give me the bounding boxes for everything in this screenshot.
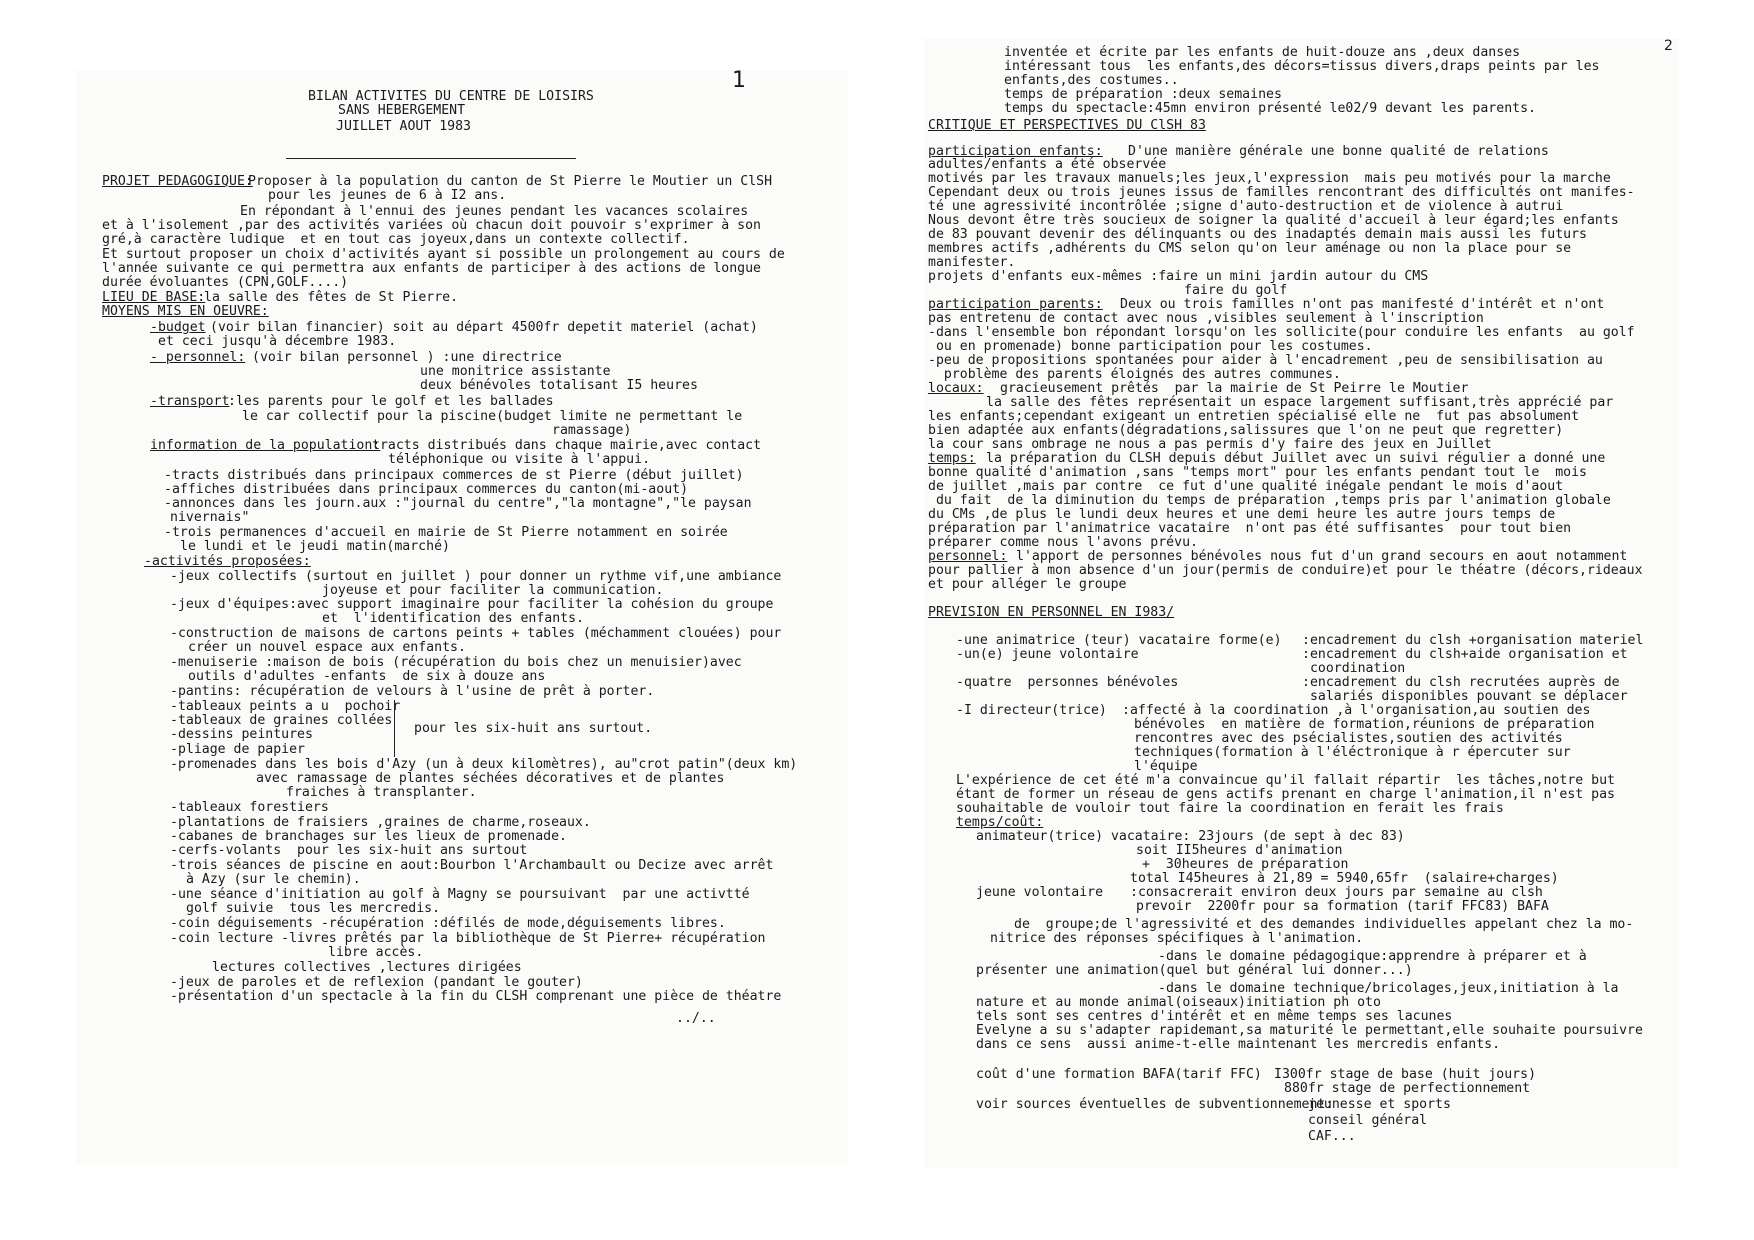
text-line: tels sont ses centres d'intérêt et en même temps ses lacunes: [976, 1009, 1453, 1024]
text-line: -promenades dans les bois d'Azy (un à deux kilomètres), au"crot patin"(deux km): [170, 757, 798, 772]
text-line: à Azy (sur le chemin).: [186, 872, 361, 887]
text-line: les enfants;cependant exigeant un entretien spécialisé elle ne fut pas absolument: [928, 409, 1580, 424]
text-line: I300fr stage de base (huit jours): [1274, 1067, 1537, 1082]
prevision-right: :encadrement du clsh recrutées auprès de: [1302, 675, 1620, 690]
text-line: l'apport de personnes bénévoles nous fut d'un grand secours en aout notamment: [1016, 549, 1628, 564]
participation-parents-label: participation parents:: [928, 297, 1103, 312]
text-line: du fait de la diminution du temps de préparation ,temps pris par l'animation globale: [928, 493, 1611, 508]
text-line: la préparation du CLSH depuis début Juillet avec un suivi régulier a donné une: [986, 451, 1606, 466]
text-line: En répondant à l'ennui des jeunes pendant les vacances scolaires: [240, 204, 749, 219]
bafa-cost-label: coût d'une formation BAFA(tarif FFC): [976, 1067, 1262, 1082]
text-line: :consacrerait environ deux jours par semaine au clsh: [1130, 885, 1543, 900]
text-line: total I45heures à 21,89 = 5940,65fr (salaire+charges): [1130, 871, 1559, 886]
cout-label: temps/coût:: [956, 815, 1044, 830]
jeune-volontaire-label: jeune volontaire: [976, 885, 1104, 900]
info-label: information de la population:: [150, 438, 381, 453]
text-line: nivernais": [170, 510, 250, 525]
text-line: lectures collectives ,lectures dirigées: [212, 960, 522, 975]
page-subtitle: SANS HEBERGEMENT: [338, 103, 466, 118]
temps-label: temps:: [928, 451, 976, 466]
prevision-left: -une animatrice (teur) vacataire forme(e): [956, 633, 1282, 648]
text-line: problème des parents éloignés des autres communes.: [928, 367, 1341, 382]
list-item: -dessins peintures: [170, 727, 313, 742]
text-line: Proposer à la population du canton de St Pierre le Moutier un ClSH: [248, 174, 773, 189]
projet-heading: PROJET PEDAGOGIQUE:: [102, 174, 253, 189]
text-line: bonne qualité d'animation ,sans "temps mort" pour les enfants pendant tout le mois: [928, 465, 1587, 480]
activites-label: -activités proposées:: [144, 554, 311, 569]
text-line: bénévoles en matière de formation,réunions de préparation: [1134, 717, 1595, 732]
text-line: de groupe;de l'agressivité et des demandes individuelles appelant chez la mo-: [1014, 917, 1634, 932]
document-page-1: [76, 70, 848, 1165]
text-line: -jeux d'équipes:avec support imaginaire pour faciliter la cohésion du groupe: [170, 597, 774, 612]
text-line: téléphonique ou visite à l'appui.: [388, 452, 651, 467]
text-line: inventée et écrite par les enfants de huit-douze ans ,deux danses: [1004, 45, 1521, 60]
text-line: -construction de maisons de cartons peints + tables (méchamment clouées) pour: [170, 626, 782, 641]
text-line: CAF...: [1308, 1129, 1356, 1144]
text-line: deux bénévoles totalisant I5 heures: [420, 378, 698, 393]
prevision-heading: PREVISION EN PERSONNEL EN I983/: [928, 605, 1175, 620]
text-line: nature et au monde animal(oiseaux)initiation ph oto: [976, 995, 1381, 1010]
text-line: ou en promenade) bonne participation pour les costumes.: [928, 339, 1373, 354]
text-line: temps du spectacle:45mn environ présenté le02/9 devant les parents.: [1004, 101, 1536, 116]
page-number: 2: [1664, 38, 1673, 54]
prevision-left: -quatre personnes bénévoles: [956, 675, 1179, 690]
text-line: intéressant tous les enfants,des décors=tissus divers,draps peints par les: [1004, 59, 1600, 74]
text-line: -dans l'ensemble bon répondant lorsqu'on les sollicite(pour conduire les enfants au golf: [928, 325, 1635, 340]
text-line: (voir bilan financier) soit au départ 4500fr depetit materiel (achat): [210, 320, 758, 335]
critique-heading: CRITIQUE ET PERSPECTIVES DU ClSH 83: [928, 118, 1206, 133]
text-line: dans ce sens aussi anime-t-elle maintenant les mercredis enfants.: [976, 1037, 1501, 1052]
text-line: -plantations de fraisiers ,graines de charme,roseaux.: [170, 815, 591, 830]
text-line: nitrice des réponses spécifiques à l'animation.: [990, 931, 1364, 946]
text-line: -dans le domaine technique/bricolages,jeux,initiation à la: [1158, 981, 1619, 996]
text-line: la salle des fêtes de St Pierre.: [204, 290, 459, 305]
text-line: techniques(formation à l'éléctronique à r épercuter sur: [1134, 745, 1571, 760]
text-line: :affecté à la coordination ,à l'organisation,au soutien des: [1122, 703, 1591, 718]
text-line: Et surtout proposer un choix d'activités ayant si possible un prolongement au cours de: [102, 247, 785, 262]
text-line: -jeux collectifs (surtout en juillet ) pour donner un rythme vif,une ambiance: [170, 569, 782, 584]
text-line: adultes/enfants a été observée: [928, 157, 1167, 172]
text-line: motivés par les travaux manuels;les jeux,l'expression mais peu motivés pour la marche: [928, 171, 1611, 186]
text-line: Nous devont être très soucieux de soigner la qualité d'accueil à leur égard;les enfants: [928, 213, 1619, 228]
bracket-divider: [394, 700, 395, 757]
text-line: tracts distribués dans chaque mairie,avec contact: [372, 438, 762, 453]
text-line: 880fr stage de perfectionnement: [1284, 1081, 1531, 1096]
text-line: -tableaux forestiers: [170, 800, 329, 815]
text-line: -jeux de paroles et de reflexion (pandant le gouter): [170, 975, 583, 990]
text-line: temps de préparation :deux semaines: [1004, 87, 1282, 102]
text-line: -une séance d'initiation au golf à Magny se poursuivant par une activtté: [170, 887, 750, 902]
text-line: pas entretenu de contact avec nous ,visibles seulement à l'inscription: [928, 311, 1484, 326]
text-line: souhaitable de vouloir tout faire la coordination en ferait les frais: [956, 801, 1504, 816]
moyens-heading: MOYENS MIS EN OEUVRE:: [102, 304, 269, 319]
participation-enfants-label: participation enfants:: [928, 144, 1103, 159]
text-line: et l'identification des enfants.: [322, 611, 585, 626]
text-line: pour pallier à mon absence d'un jour(permis de conduire)et pour le théatre (décors,rideaux: [928, 563, 1643, 578]
text-line: soit II5heures d'animation: [1136, 843, 1343, 858]
text-line: -pantins: récupération de velours à l'usine de prêt à porter.: [170, 684, 655, 699]
text-line: -coin déguisements -récupération :défilés de mode,déguisements libres.: [170, 916, 726, 931]
text-line: jeunesse et sports: [1308, 1097, 1451, 1112]
text-line: l'année suivante ce qui permettra aux enfants de participer à des actions de longue: [102, 261, 761, 276]
text-line: l'équipe: [1134, 759, 1198, 774]
continued-marker: ../..: [676, 1011, 716, 1026]
text-line: du CMs ,de plus le lundi deux heures et une demi heure les autre jours temps de: [928, 507, 1556, 522]
text-line: -trois séances de piscine en aout:Bourbon l'Archambault ou Decize avec arrêt: [170, 858, 774, 873]
text-line: outils d'adultes -enfants de six à douze ans: [188, 669, 546, 684]
locaux-label: locaux:: [928, 381, 984, 396]
text-line: durée évoluantes (CPN,GOLF....): [102, 275, 349, 290]
budget-label: -budget: [150, 320, 206, 335]
prevision-right: :encadrement du clsh +organisation materiel: [1302, 633, 1644, 648]
text-line: le car collectif pour la piscine(budget limite ne permettant le: [242, 409, 743, 424]
text-line: L'expérience de cet été m'a convaincue qu'il fallait répartir les tâches,notre but: [956, 773, 1615, 788]
text-line: -cabanes de branchages sur les lieux de promenade.: [170, 829, 567, 844]
text-line: projets d'enfants eux-mêmes :faire un mini jardin autour du CMS: [928, 269, 1429, 284]
text-line: la salle des fêtes représentait un espace largement suffisant,très apprécié par: [986, 395, 1614, 410]
transport-label: -transport: [150, 394, 230, 409]
personnel-critique-label: personnel:: [928, 549, 1008, 564]
text-line: té une agressivité incontrôlée ;signe d'auto-destruction et de violence à autrui: [928, 199, 1564, 214]
prevision-right: :encadrement du clsh+aide organisation et: [1302, 647, 1628, 662]
text-line: et ceci jusqu'à décembre 1983.: [158, 334, 397, 349]
text-line: la cour sans ombrage ne nous a pas permis d'y faire des jeux en Juillet: [928, 437, 1492, 452]
text-line: et à l'isolement ,par des activités variées où chacun doit pouvoir s'exprimer à son: [102, 218, 761, 233]
text-line: -trois permanences d'accueil en mairie de St Pierre notamment en soirée: [164, 525, 728, 540]
text-line: -affiches distribuées dans principaux commerces du canton(mi-aout): [164, 482, 689, 497]
text-line: manifester.: [928, 255, 1016, 270]
text-line: rencontres avec des psécialistes,soutien des activités: [1134, 731, 1563, 746]
prevision-right: coordination: [1302, 661, 1406, 676]
document-page-2: [924, 38, 1678, 1168]
text-line: préparer comme nous l'avons prévu.: [928, 535, 1198, 550]
text-line: créer un nouvel espace aux enfants.: [188, 640, 466, 655]
text-line: fraiches à transplanter.: [286, 785, 477, 800]
text-line: enfants,des costumes..: [1004, 73, 1179, 88]
text-line: animateur(trice) vacataire: 23jours (de sept à dec 83): [976, 829, 1405, 844]
text-line: étant de former un réseau de gens actifs prenant en charge l'animation,il n'est pas: [956, 787, 1615, 802]
text-line: -peu de propositions spontanées pour aider à l'encadrement ,peu de sensibilisation au: [928, 353, 1603, 368]
page-title: BILAN ACTIVITES DU CENTRE DE LOISIRS: [308, 89, 594, 104]
list-item: -tableaux de graines collées: [170, 713, 393, 728]
text-line: et pour alléger le groupe: [928, 577, 1127, 592]
page-number: 1: [732, 70, 746, 93]
text-line: de 83 pouvant devenir des délinquants ou des inadaptés demain mais aussi les futurs: [928, 227, 1587, 242]
list-item: -tableaux peints a u pochoir: [170, 699, 401, 714]
text-line: membres actifs ,adhérents du CMS selon qu'on leur aménage ou non la place pour se: [928, 241, 1572, 256]
text-line: Evelyne a su s'adapter rapidemant,sa maturité le permettant,elle souhaite poursuivre: [976, 1023, 1643, 1038]
text-line: golf suivie tous les mercredis.: [186, 901, 441, 916]
text-line: -dans le domaine pédagogique:apprendre à préparer et à: [1158, 949, 1587, 964]
text-line: gracieusement prêtés par la mairie de St Peirre le Moutier: [1000, 381, 1469, 396]
text-line: -cerfs-volants pour les six-huit ans surtout: [170, 843, 528, 858]
page-date: JUILLET AOUT 1983: [336, 119, 471, 134]
text-line: (voir bilan personnel ) :une directrice: [252, 350, 562, 365]
title-rule: [286, 158, 576, 159]
text-line: ramassage): [552, 423, 632, 438]
text-line: + 30heures de préparation: [1142, 857, 1349, 872]
text-line: conseil général: [1308, 1113, 1428, 1128]
text-line: Cependant deux ou trois jeunes issus de familles rencontrant des difficultés ont manifes-: [928, 185, 1635, 200]
text-line: -annonces dans les journ.aux :"journal du centre","la montagne","le paysan: [164, 496, 752, 511]
directeur-label: -I directeur(trice): [956, 703, 1107, 718]
text-line: une monitrice assistante: [420, 364, 611, 379]
text-line: le lundi et le jeudi matin(marché): [180, 539, 450, 554]
text-line: -coin lecture -livres prêtés par la bibliothèque de St Pierre+ récupération: [170, 931, 766, 946]
text-line: prevoir 2200fr pour sa formation (tarif FFC83) BAFA: [1136, 899, 1549, 914]
text-line: -présentation d'un spectacle à la fin du CLSH comprenant une pièce de théatre: [170, 989, 782, 1004]
text-line: pour les jeunes de 6 à I2 ans.: [268, 188, 507, 203]
personnel-label: - personnel:: [150, 350, 246, 365]
prevision-right: salariés disponibles pouvant se déplacer: [1302, 689, 1628, 704]
text-line: joyeuse et pour faciliter la communication.: [322, 583, 664, 598]
text-line: préparation par l'animatrice vacataire n'ont pas été suffisantes pour tout bien: [928, 521, 1572, 536]
text-line: avec ramassage de plantes séchées décoratives et de plantes: [256, 771, 725, 786]
text-line: gré,à caractère ludique et en tout cas joyeux,dans un contexte collectif.: [102, 232, 690, 247]
text-line: -menuiserie :maison de bois (récupération du bois chez un menuisier)avec: [170, 655, 742, 670]
text-line: faire du golf: [1184, 283, 1288, 298]
text-line: de juillet ,mais par contre ce fut d'une qualité inégale pendant le mois d'aout: [928, 479, 1564, 494]
text-line: libre accès.: [328, 945, 424, 960]
lieu-heading: LIEU DE BASE:: [102, 290, 206, 305]
text-line: D'une manière générale une bonne qualité de relations: [1128, 144, 1549, 159]
sources-label: voir sources éventuelles de subventionnement:: [976, 1097, 1334, 1112]
bracket-note: pour les six-huit ans surtout.: [414, 721, 653, 736]
list-item: -pliage de papier: [170, 742, 305, 757]
text-line: bien adaptée aux enfants(dégradations,salissures que l'on ne peut que regretter): [928, 423, 1564, 438]
text-line: :les parents pour le golf et les ballades: [228, 394, 554, 409]
text-line: présenter une animation(quel but général lui donner...): [976, 963, 1413, 978]
text-line: Deux ou trois familles n'ont pas manifesté d'intérêt et n'ont: [1120, 297, 1605, 312]
prevision-left: -un(e) jeune volontaire: [956, 647, 1139, 662]
text-line: -tracts distribués dans principaux commerces de st Pierre (début juillet): [164, 468, 744, 483]
